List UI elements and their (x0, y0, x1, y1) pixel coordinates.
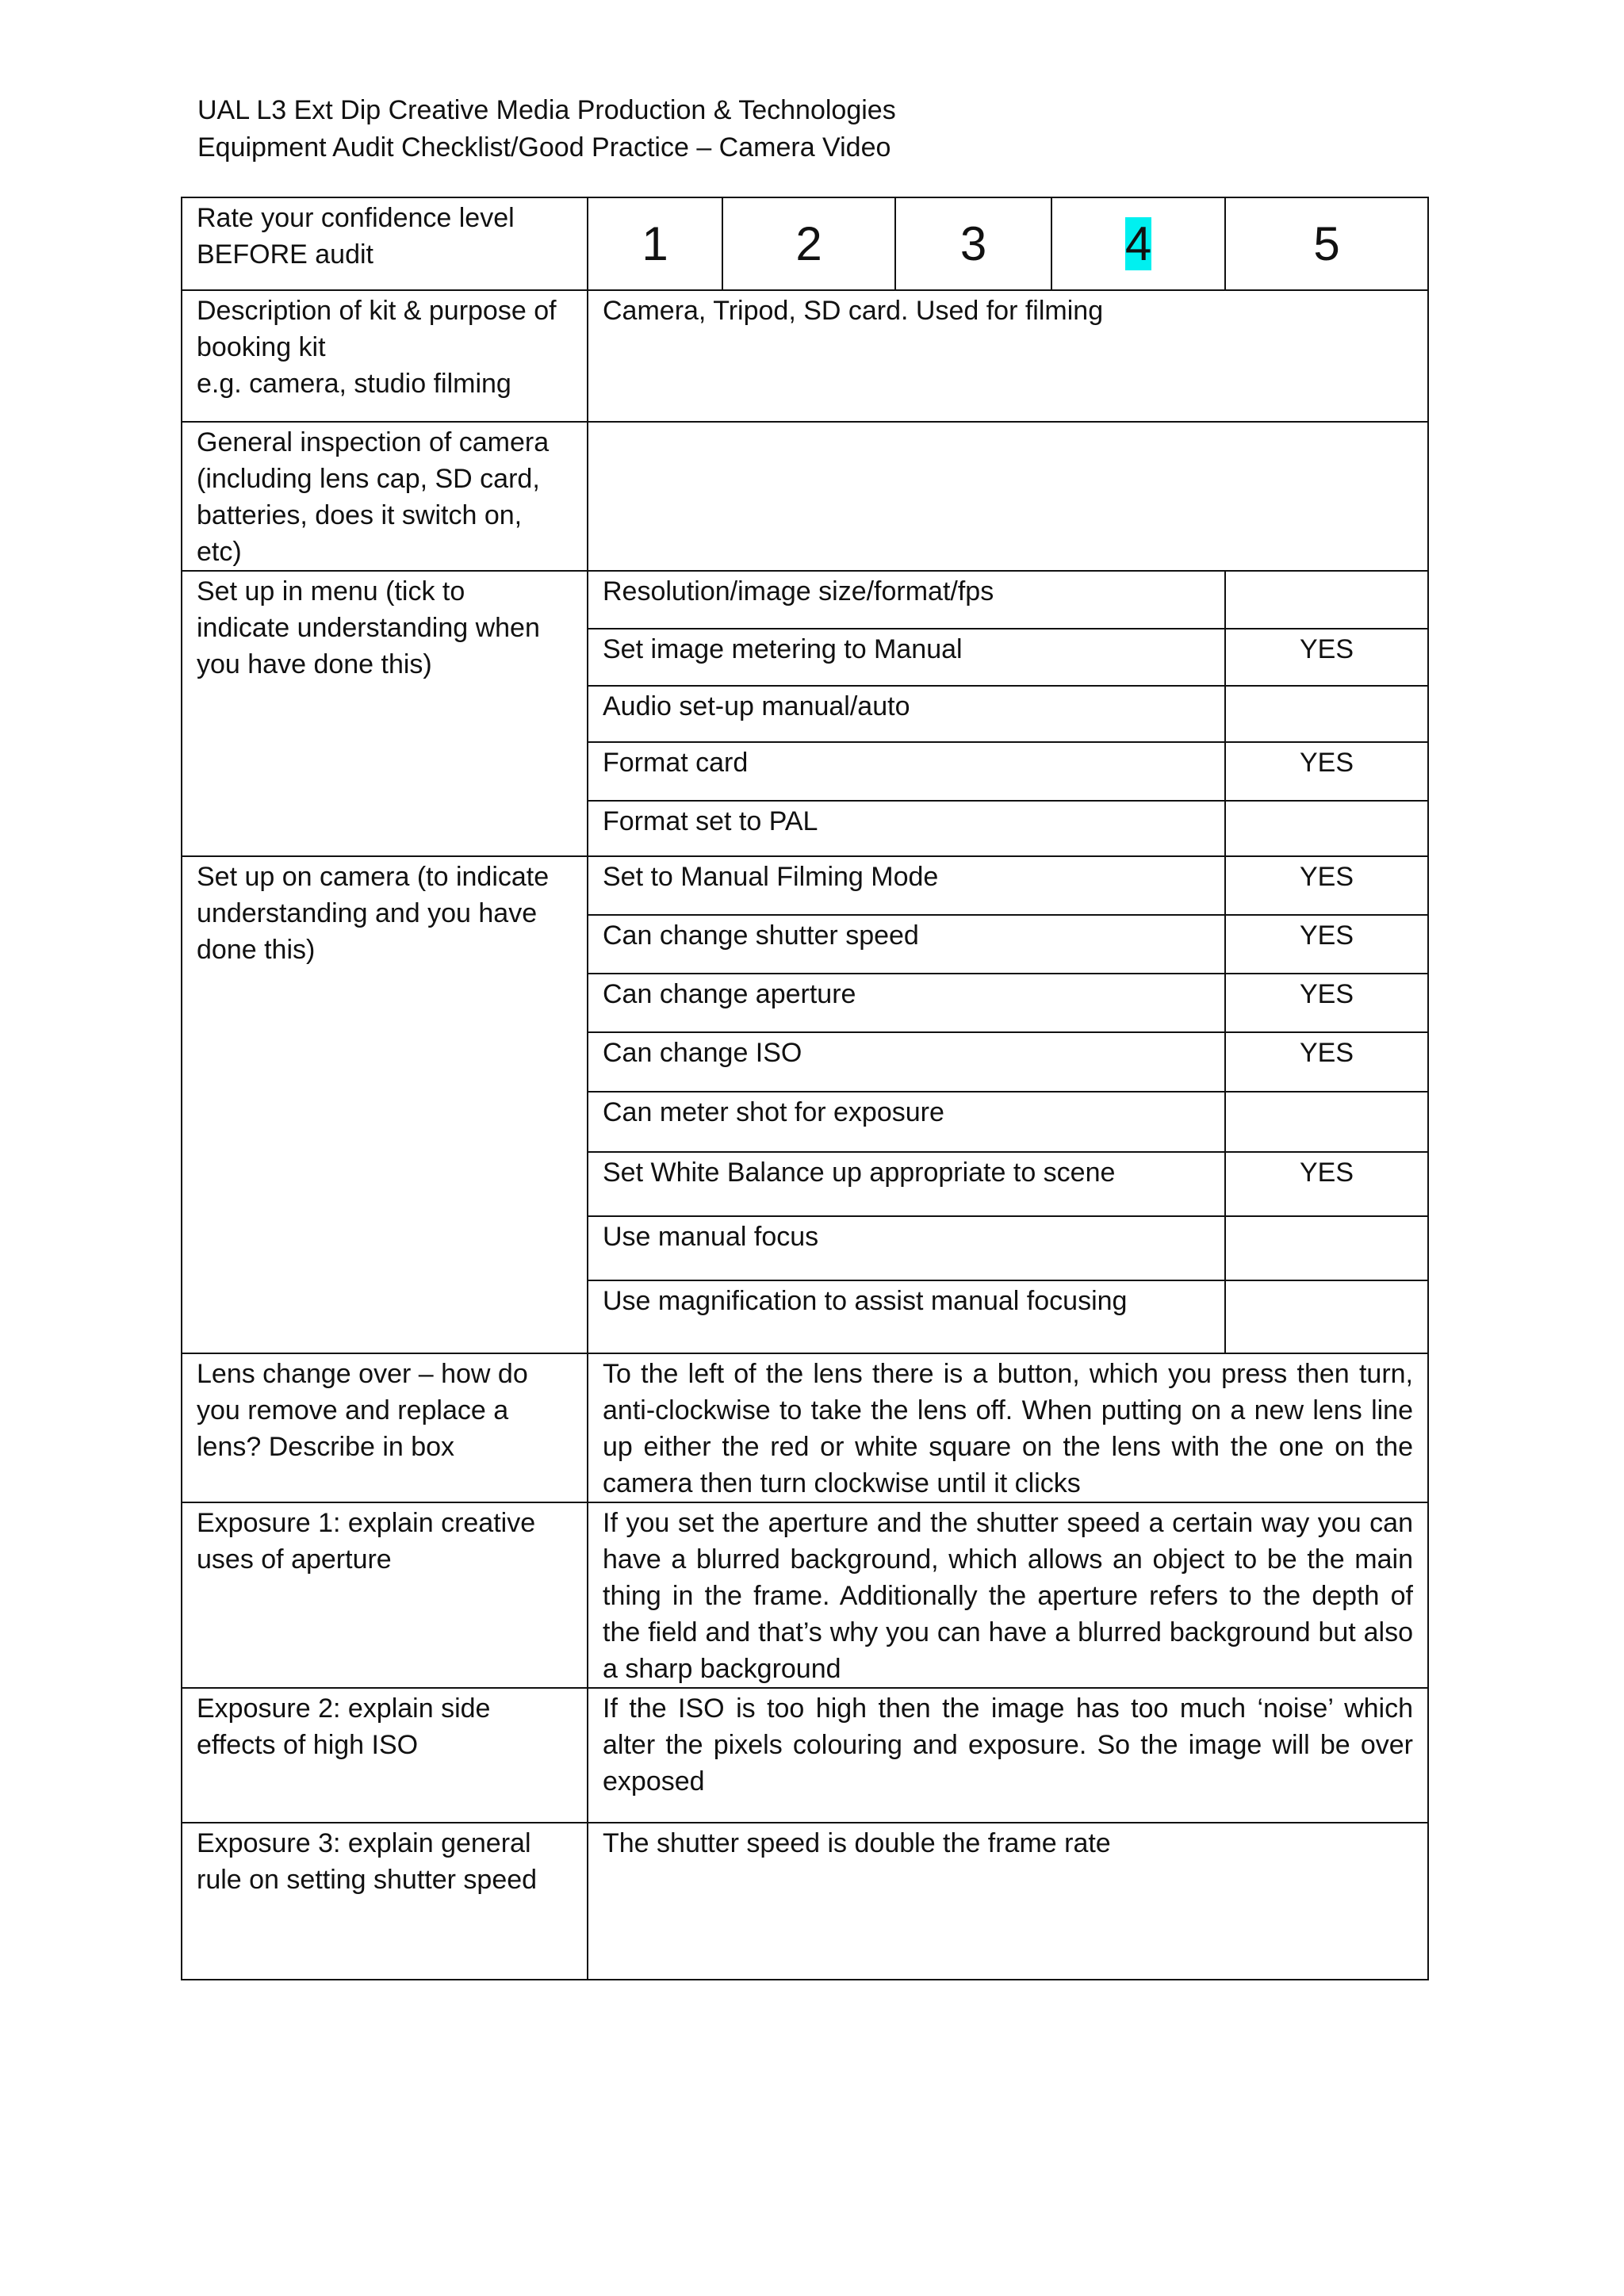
exposure3-label: Exposure 3: explain general rule on setting shutter speed (182, 1823, 588, 1980)
document-header (197, 92, 896, 166)
confidence-label: Rate your confidence level BEFORE audit (182, 197, 588, 290)
camera-task: Can change ISO (588, 1032, 1225, 1092)
rating-option-3[interactable]: 3 (895, 197, 1051, 290)
menu-task-check[interactable]: YES (1225, 629, 1428, 686)
rating-option-4-selected[interactable] (1051, 197, 1225, 290)
exposure3-answer[interactable]: The shutter speed is double the frame rate (588, 1823, 1428, 1980)
exposure2-row (182, 1688, 1428, 1823)
camera-task: Can change aperture (588, 974, 1225, 1032)
menu-task: Resolution/image size/format/fps (588, 571, 1225, 629)
camera-task-check[interactable]: YES (1225, 1032, 1428, 1092)
menu-task-check[interactable]: YES (1225, 742, 1428, 801)
document-title: Equipment Audit Checklist/Good Practice – Camera Video (197, 132, 891, 163)
selected-rating-highlight: 4 (1124, 216, 1152, 270)
lens-change-row (182, 1353, 1428, 1502)
rating-option-2[interactable]: 2 (722, 197, 895, 290)
course-title: UAL L3 Ext Dip Creative Media Production & Technologies (197, 95, 896, 125)
camera-task-check[interactable]: YES (1225, 1152, 1428, 1216)
camera-task-check[interactable] (1225, 1216, 1428, 1280)
audit-checklist-table (181, 197, 1429, 1980)
kit-answer[interactable]: Camera, Tripod, SD card. Used for filming (588, 290, 1428, 422)
camera-task-check[interactable] (1225, 1092, 1428, 1152)
menu-task: Format set to PAL (588, 801, 1225, 856)
inspection-row (182, 422, 1428, 571)
kit-row (182, 290, 1428, 422)
menu-setup-row (182, 571, 1428, 629)
exposure2-answer[interactable]: If the ISO is too high then the image has too much ‘noise’ which alter the pixels colouring and exposure. So the image will be over exposed (588, 1688, 1428, 1823)
confidence-row (182, 197, 1428, 290)
rating-option-5[interactable]: 5 (1225, 197, 1428, 290)
camera-setup-row (182, 856, 1428, 915)
exposure1-label: Exposure 1: explain creative uses of aperture (182, 1502, 588, 1688)
camera-task: Use manual focus (588, 1216, 1225, 1280)
exposure3-row (182, 1823, 1428, 1980)
camera-setup-label: Set up on camera (to indicate understanding and you have done this) (182, 856, 588, 1353)
kit-label: Description of kit & purpose of booking kit e.g. camera, studio filming (182, 290, 588, 422)
exposure2-label: Exposure 2: explain side effects of high ISO (182, 1688, 588, 1823)
lens-change-answer[interactable]: To the left of the lens there is a button, which you press then turn, anti-clockwise to take the lens off. When putting on a new lens line up either the red or white square on the lens with the one on the camera then turn clockwise until it clicks (588, 1353, 1428, 1502)
menu-task-check[interactable] (1225, 686, 1428, 742)
camera-task-check[interactable] (1225, 1280, 1428, 1353)
inspection-answer[interactable] (588, 422, 1428, 571)
inspection-label: General inspection of camera (including lens cap, SD card, batteries, does it switch on, etc) (182, 422, 588, 571)
camera-task: Can meter shot for exposure (588, 1092, 1225, 1152)
camera-task: Can change shutter speed (588, 915, 1225, 974)
camera-task-check[interactable]: YES (1225, 915, 1428, 974)
camera-task: Use magnification to assist manual focusing (588, 1280, 1225, 1353)
camera-task: Set White Balance up appropriate to scene (588, 1152, 1225, 1216)
menu-task: Audio set-up manual/auto (588, 686, 1225, 742)
menu-task-check[interactable] (1225, 801, 1428, 856)
menu-task: Format card (588, 742, 1225, 801)
rating-option-1[interactable]: 1 (588, 197, 722, 290)
exposure1-answer[interactable]: If you set the aperture and the shutter speed a certain way you can have a blurred background, which allows an object to be the main thing in the frame. Additionally the aperture refers to the depth of the field and that’s why you can have a blurred background but also a sharp background (588, 1502, 1428, 1688)
menu-setup-label: Set up in menu (tick to indicate understanding when you have done this) (182, 571, 588, 856)
menu-task: Set image metering to Manual (588, 629, 1225, 686)
camera-task-check[interactable]: YES (1225, 856, 1428, 915)
camera-task: Set to Manual Filming Mode (588, 856, 1225, 915)
menu-task-check[interactable] (1225, 571, 1428, 629)
exposure1-row (182, 1502, 1428, 1688)
lens-change-label: Lens change over – how do you remove and replace a lens? Describe in box (182, 1353, 588, 1502)
camera-task-check[interactable]: YES (1225, 974, 1428, 1032)
